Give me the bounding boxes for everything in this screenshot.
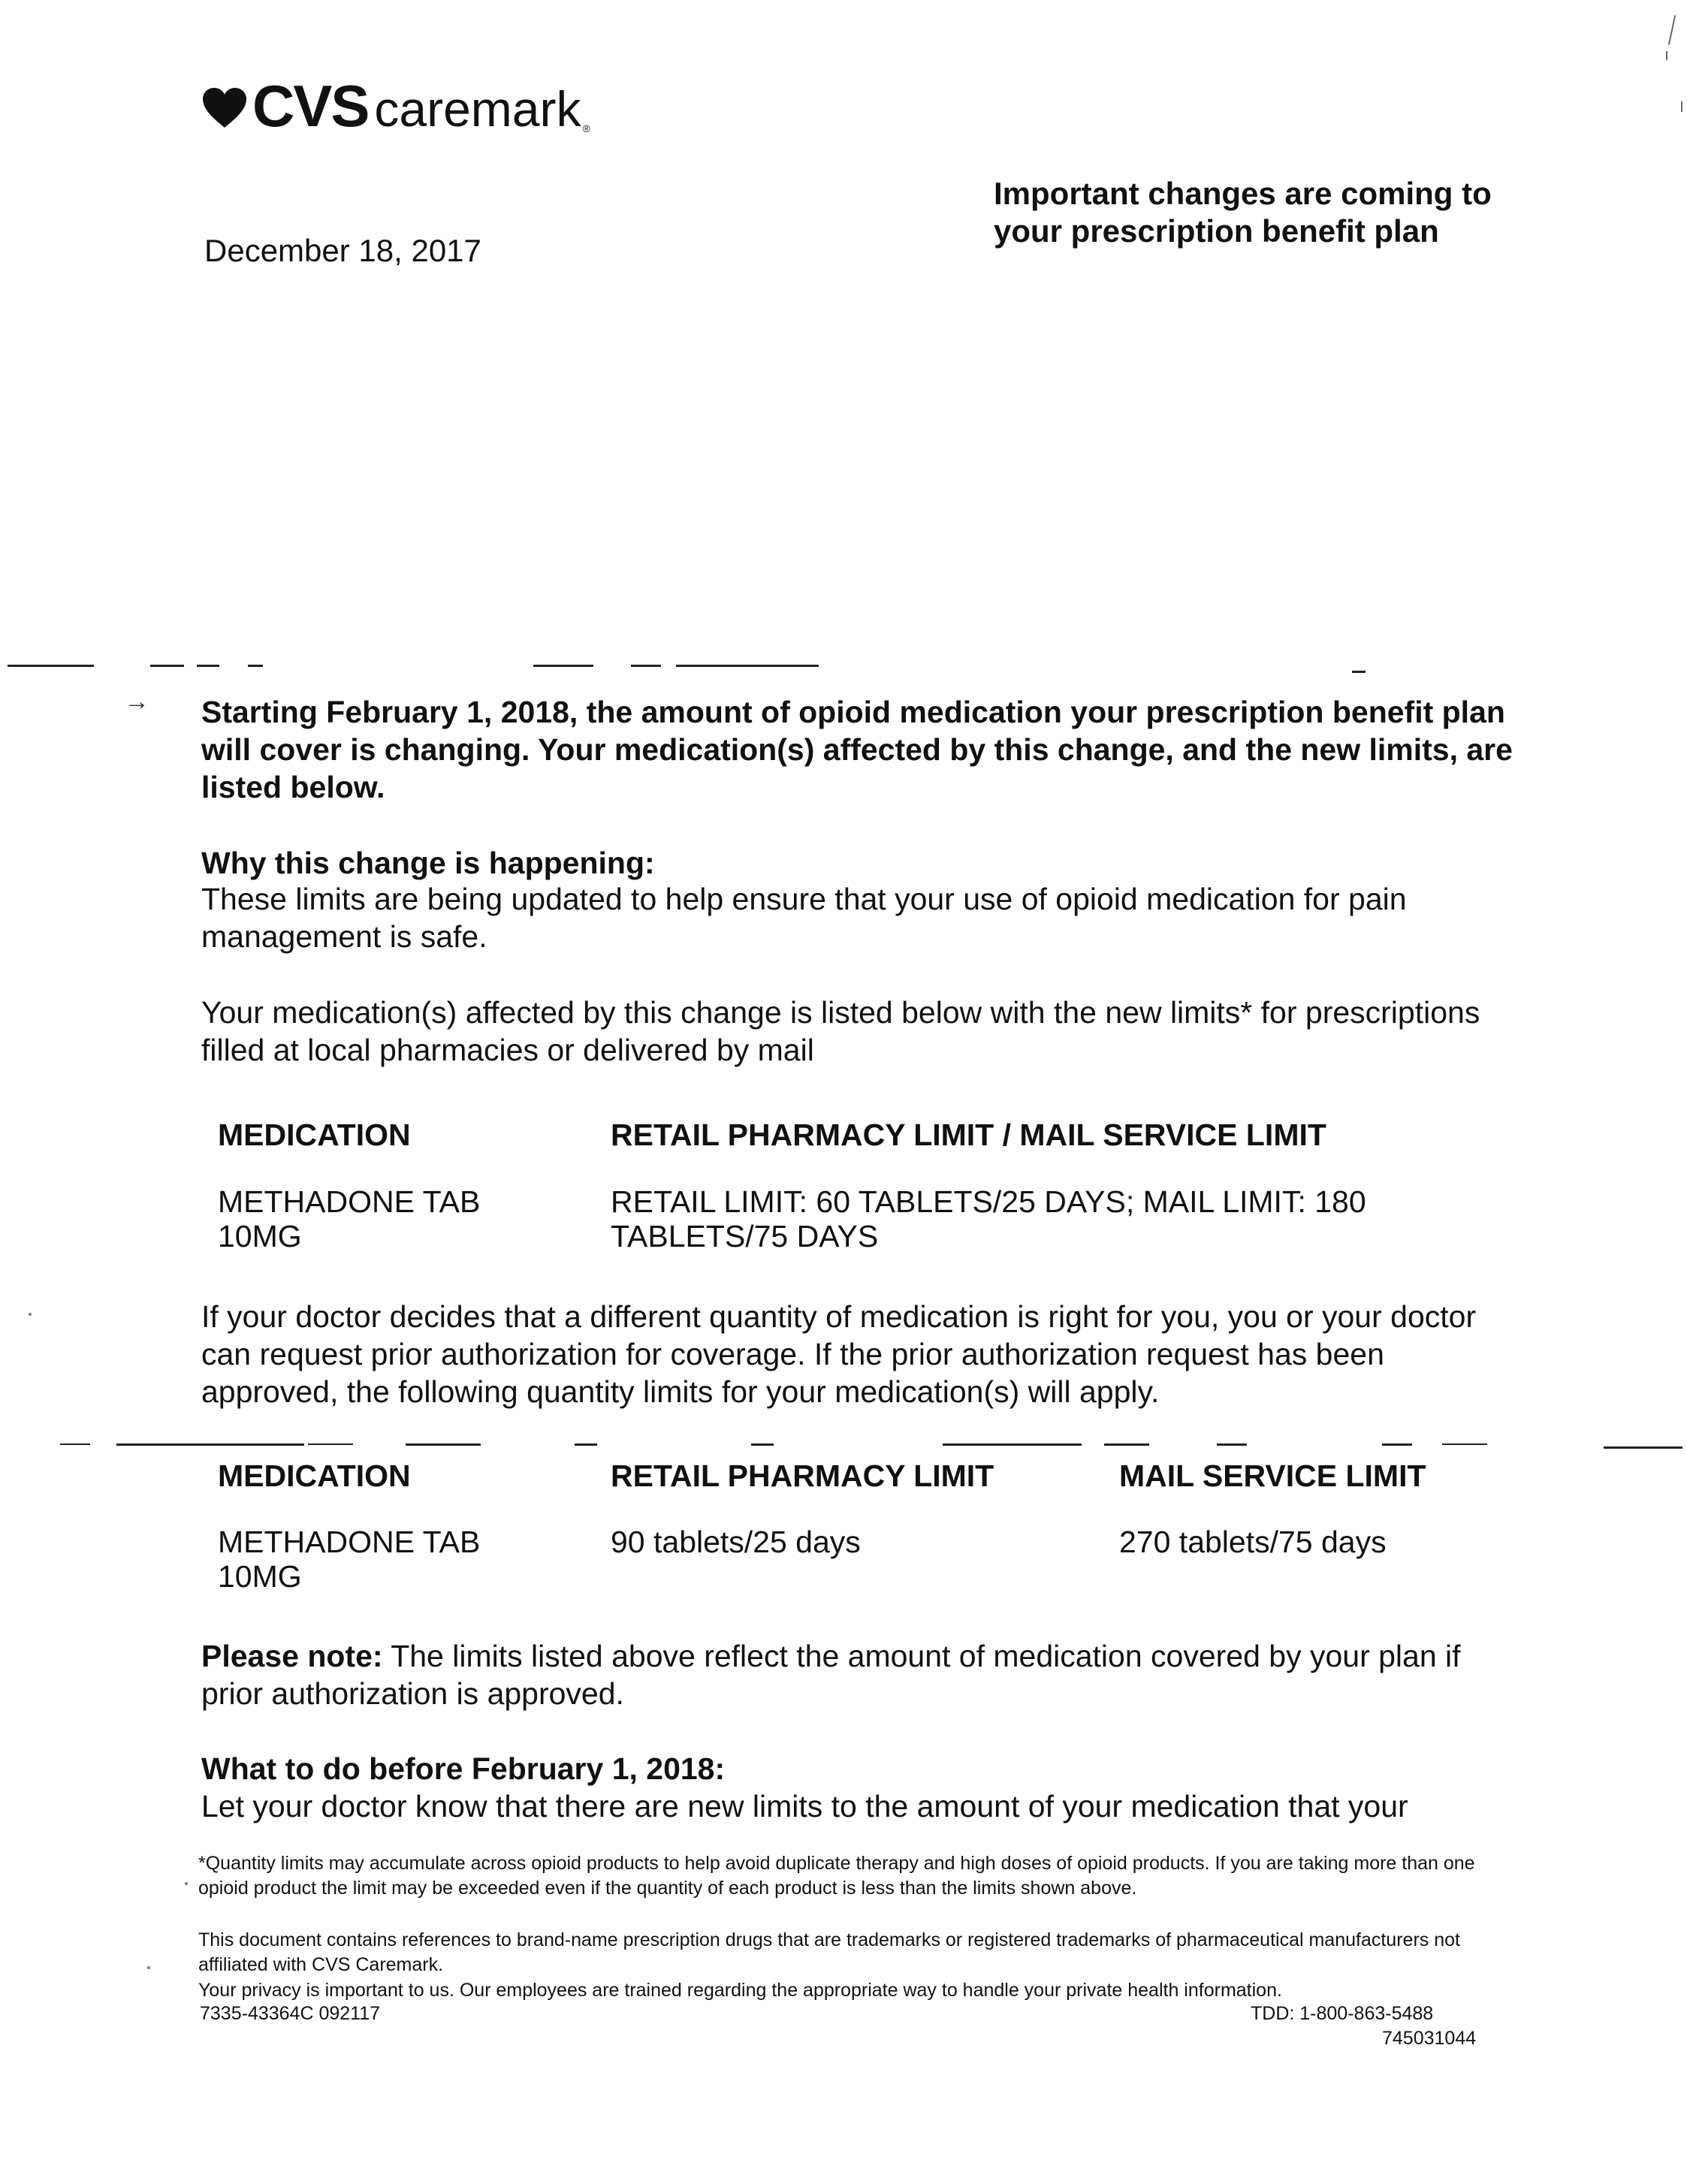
please-note-text: The limits listed above reflect the amount of medication covered by your plan if prior authorization is approved. [201, 1639, 1461, 1711]
please-note-label: Please note: [201, 1639, 383, 1673]
heart-icon [201, 87, 248, 129]
scan-line-top [0, 665, 1687, 668]
table1-header-medication: MEDICATION [218, 1118, 411, 1152]
scan-edge-mark [1681, 101, 1682, 112]
table2-header-retail: RETAIL PHARMACY LIMIT [611, 1459, 994, 1493]
registered-mark: ® [582, 122, 590, 134]
scan-speck [147, 1966, 150, 1969]
table1-medication: METHADONE TAB 10MG [218, 1184, 481, 1253]
affected-text: Your medication(s) affected by this change is listed below with the new limits* for prescriptions filled at local pharmacies or delivered by mail [201, 995, 1480, 1067]
scan-line-middle [0, 1443, 1687, 1446]
prior-auth-text: If your doctor decides that a different quantity of medication is right for you, you or your doctor can request prior authorization for coverage. If the prior authorization request has been approved, the following quantity limits for your medication(s) will apply. [201, 1299, 1477, 1409]
letter-date: December 18, 2017 [204, 233, 481, 268]
scan-edge-mark [1668, 15, 1676, 45]
todo-text: Let your doctor know that there are new limits to the amount of your medication that your [201, 1789, 1408, 1824]
scan-speck [29, 1313, 32, 1316]
stray-scan-mark: → [124, 687, 149, 716]
table2-mail: 270 tablets/75 days [1119, 1525, 1387, 1559]
footnote-trademark: This document contains references to brand-name prescription drugs that are trademarks or registered trademarks of pharmaceutical manufacturers not affiliated with CVS Caremark. [198, 1929, 1460, 1975]
why-heading: Why this change is happening: [201, 846, 655, 880]
table2-medication: METHADONE TAB 10MG [218, 1525, 481, 1594]
please-note-paragraph [201, 1637, 1523, 1712]
cvs-caremark-logo [201, 72, 590, 140]
footnote-privacy: Your privacy is important to us. Our employees are trained regarding the appropriate way to handle your private health information. [198, 1980, 1282, 2001]
table2-header-medication: MEDICATION [218, 1459, 411, 1493]
table2-header-mail: MAIL SERVICE LIMIT [1119, 1459, 1426, 1493]
headline: Important changes are coming to your prescription benefit plan [994, 176, 1492, 249]
intro-paragraph: Starting February 1, 2018, the amount of opioid medication your prescription benefit plan will cover is changing. Your medication(s) affected by this change, and the new limits, are listed below. [201, 695, 1513, 804]
why-text: These limits are being updated to help ensure that your use of opioid medication for pain management is safe. [201, 882, 1407, 954]
table2-retail: 90 tablets/25 days [611, 1525, 861, 1559]
logo-cvs-text: CVS [252, 73, 369, 139]
document-number: 745031044 [1382, 2028, 1477, 2049]
footnote-quantity-limits: *Quantity limits may accumulate across opioid products to help avoid duplicate therapy and high doses of opioid products. If you are taking more than one opioid product the limit may be exceeded even if the quantity of each product is less than the limits shown above. [198, 1853, 1475, 1899]
table1-limit: RETAIL LIMIT: 60 TABLETS/25 DAYS; MAIL LIMIT: 180 TABLETS/75 DAYS [611, 1184, 1366, 1253]
todo-heading: What to do before February 1, 2018: [201, 1751, 726, 1786]
tdd-number: TDD: 1-800-863-5488 [1251, 2003, 1434, 2024]
logo-caremark-text: caremark [374, 81, 581, 137]
form-code: 7335-43364C 092117 [200, 2003, 381, 2024]
scan-edge-mark [1666, 51, 1667, 60]
table1-header-limit: RETAIL PHARMACY LIMIT / MAIL SERVICE LIMIT [611, 1118, 1326, 1152]
scan-speck [185, 1882, 188, 1885]
